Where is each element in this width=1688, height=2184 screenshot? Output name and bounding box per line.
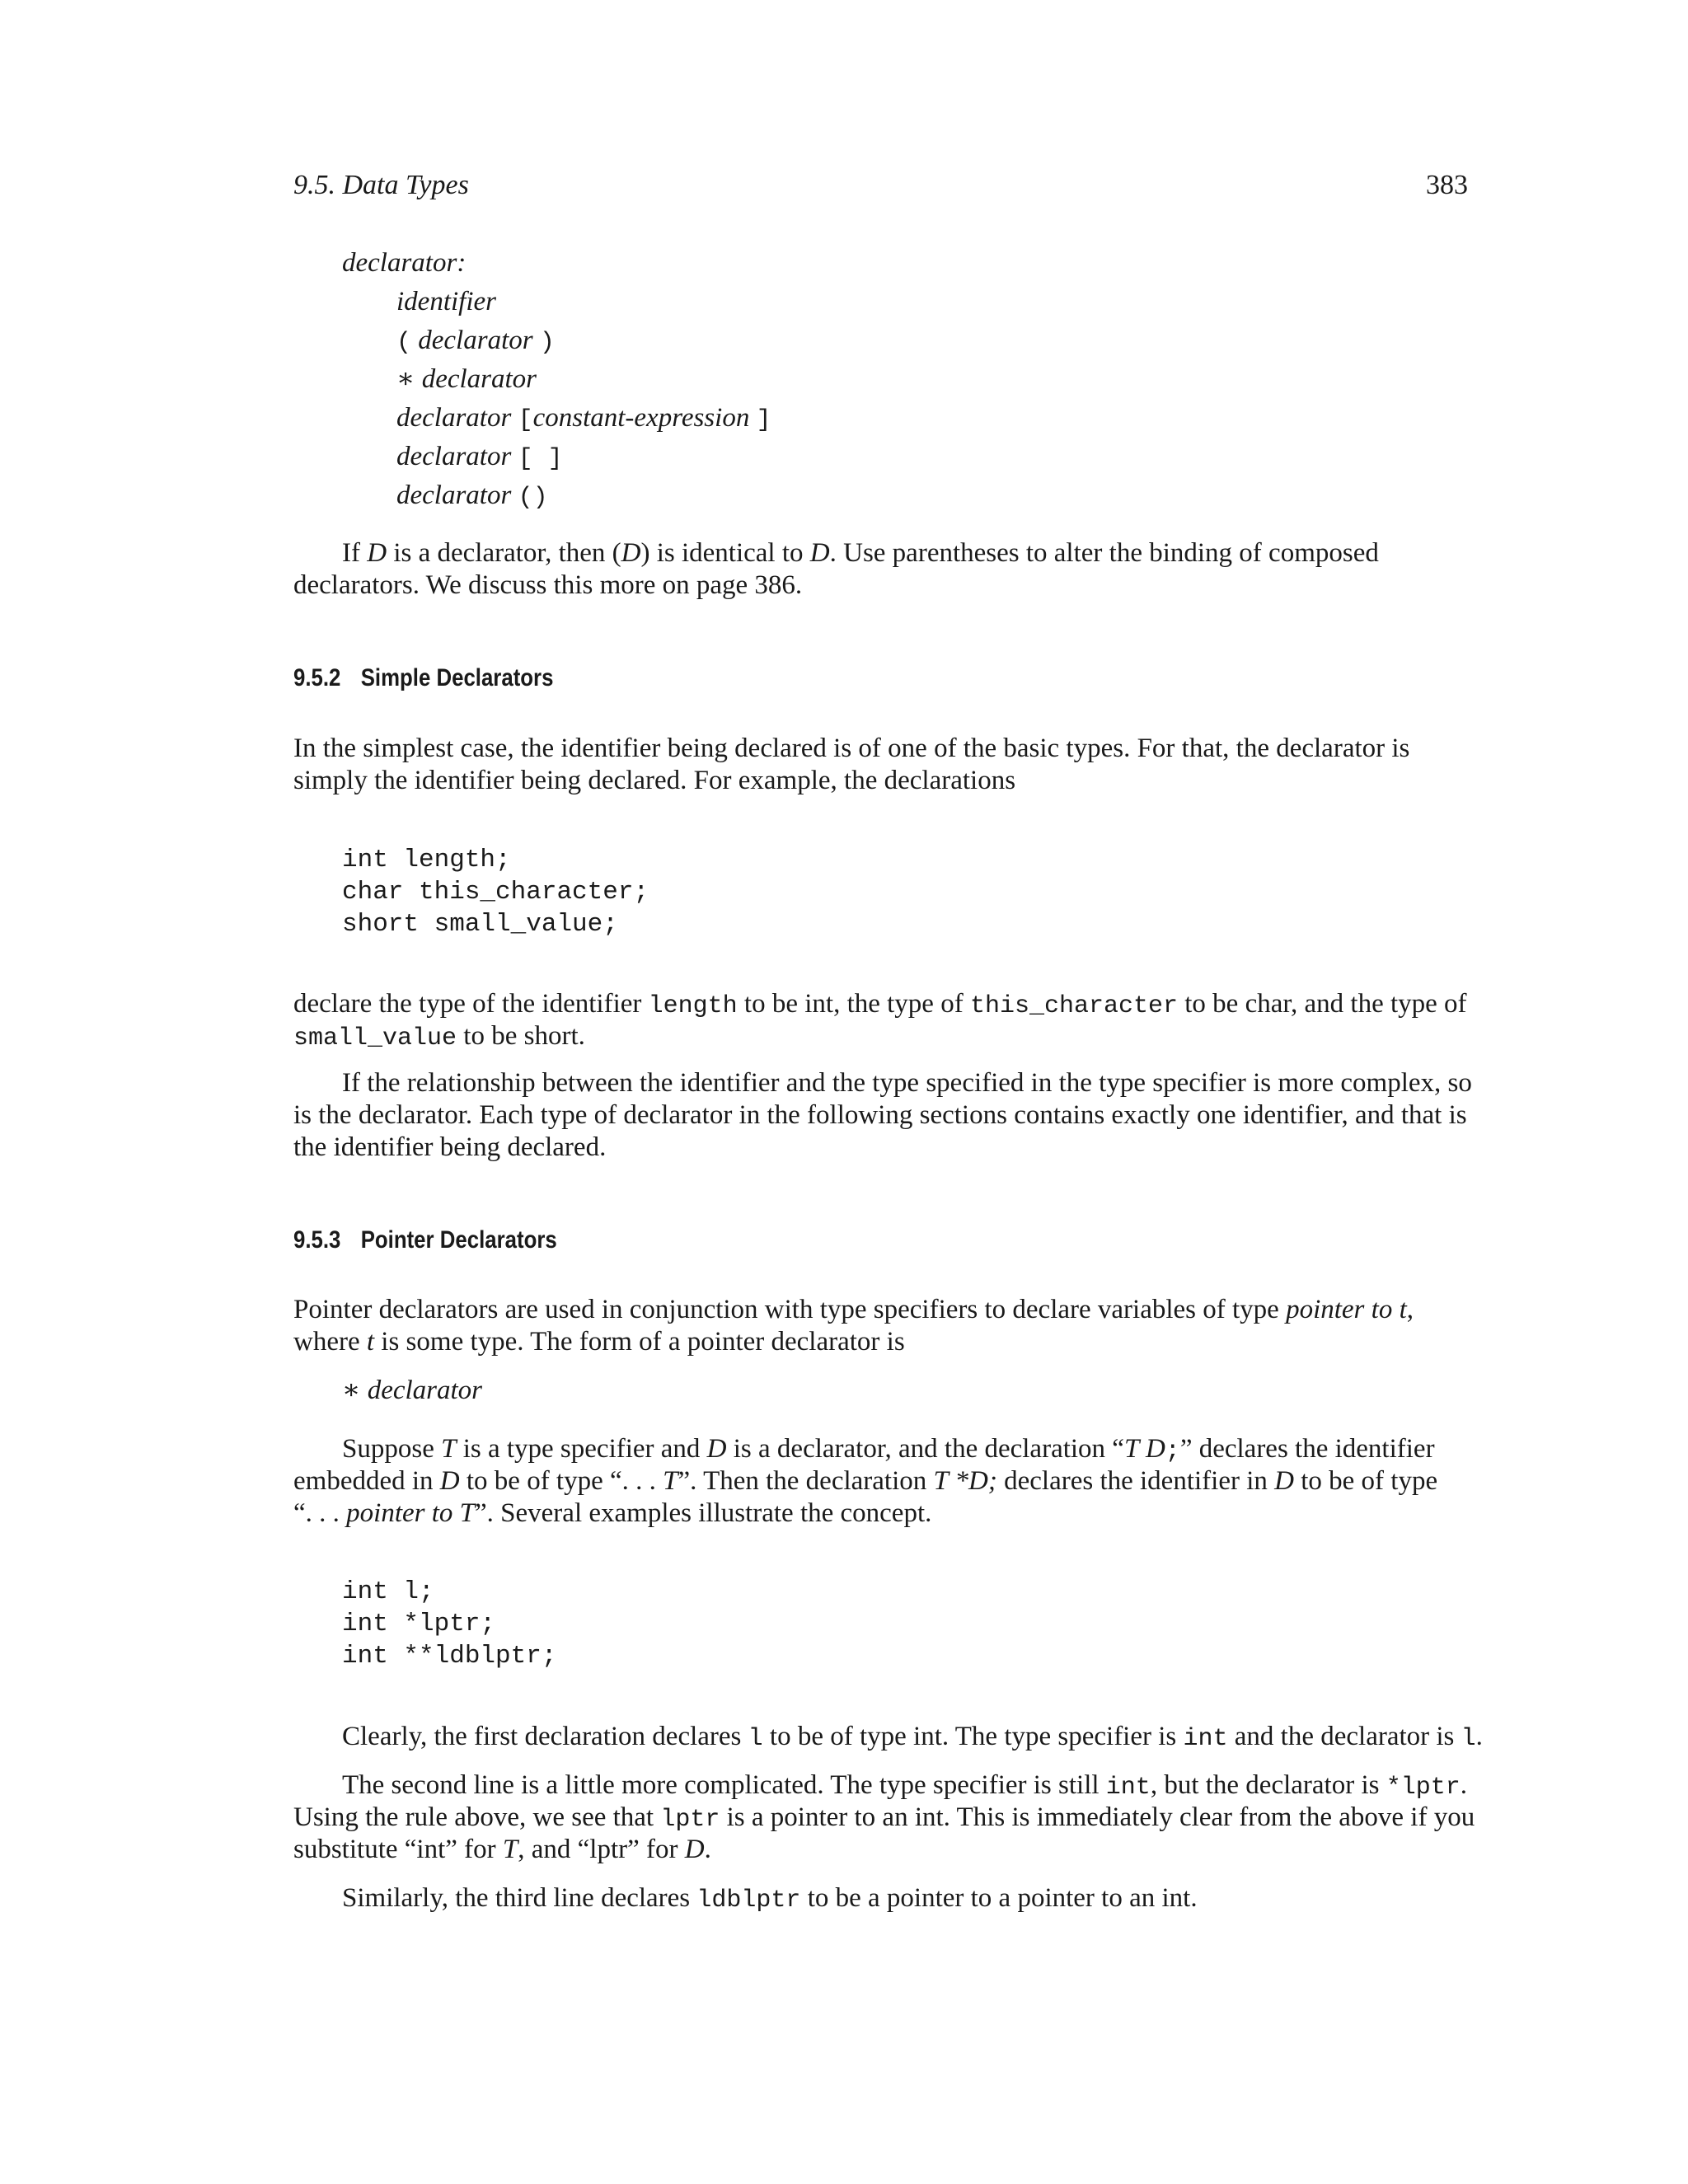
code-line: short small_value; xyxy=(342,910,618,939)
paragraph-pointer-intro-line-2: where t is some type. The form of a pointer declarator is xyxy=(293,1327,905,1357)
code-line: int length; xyxy=(342,846,511,874)
paragraph-relationship-line-3: the identifier being declared. xyxy=(293,1132,607,1162)
paragraph-relationship-line-2: is the declarator. Each type of declarator in the following sections contains exactly one identifier, and that is xyxy=(293,1100,1467,1130)
grammar-rule-pointer-declarator: ∗ declarator xyxy=(396,364,537,394)
paragraph-second-line-2: Using the rule above, we see that lptr is a pointer to an int. This is immediately clear from the above if you xyxy=(293,1802,1475,1834)
code-line: int l; xyxy=(342,1577,434,1606)
section-heading-simple-declarators: 9.5.2 Simple Declarators xyxy=(293,664,554,691)
paragraph-clearly: Clearly, the first declaration declares l to be of type int. The type specifier is int and the declarator is l. xyxy=(342,1722,1483,1753)
paragraph-suppose-line-1: Suppose T is a type specifier and D is a declarator, and the declaration “T D;” declares the identifier xyxy=(342,1434,1435,1465)
paragraph-second-line-1: The second line is a little more complicated. The type specifier is still int, but the declarator is *lptr. xyxy=(342,1770,1467,1802)
paragraph-second-line-3: substitute “int” for T, and “lptr” for D. xyxy=(293,1835,711,1864)
grammar-title: declarator: xyxy=(342,248,467,278)
paragraph-parentheses-line-2: declarators. We discuss this more on page 386. xyxy=(293,570,803,600)
paragraph-suppose-line-2: embedded in D to be of type “. . . T”. Then the declaration T *D; declares the identifier in D to be of type xyxy=(293,1466,1438,1496)
grammar-rule-empty-array-declarator: declarator [ ] xyxy=(396,442,563,473)
pointer-declarator-form: ∗ declarator xyxy=(342,1376,483,1405)
paragraph-pointer-intro-line-1: Pointer declarators are used in conjunction with type specifiers to declare variables of type pointer to t, xyxy=(293,1295,1414,1324)
paragraph-declare-types-line-1: declare the type of the identifier length to be int, the type of this_character to be char, and the type of xyxy=(293,989,1467,1020)
grammar-rule-paren-declarator: ( declarator ) xyxy=(396,326,555,357)
running-header-section: 9.5. Data Types xyxy=(293,170,469,200)
paragraph-declare-types-line-2: small_value to be short. xyxy=(293,1021,585,1052)
grammar-rule-array-declarator: declarator [constant-expression ] xyxy=(396,403,771,434)
code-line: int **ldblptr; xyxy=(342,1642,557,1671)
section-heading-pointer-declarators: 9.5.3 Pointer Declarators xyxy=(293,1226,557,1254)
paragraph-suppose-line-3: “. . . pointer to T”. Several examples illustrate the concept. xyxy=(293,1498,932,1528)
code-line: int *lptr; xyxy=(342,1610,496,1638)
code-line: char this_character; xyxy=(342,878,649,907)
paragraph-similarly: Similarly, the third line declares ldblptr to be a pointer to a pointer to an int. xyxy=(342,1883,1198,1915)
paragraph-simple-line-1: In the simplest case, the identifier being declared is of one of the basic types. For that, the declarator is xyxy=(293,733,1410,763)
paragraph-simple-line-2: simply the identifier being declared. For example, the declarations xyxy=(293,766,1016,795)
grammar-rule-function-declarator: declarator () xyxy=(396,480,548,512)
grammar-rule-identifier: identifier xyxy=(396,287,496,316)
paragraph-relationship-line-1: If the relationship between the identifier and the type specified in the type specifier is more complex, so xyxy=(342,1068,1472,1098)
paragraph-parentheses-line-1: If D is a declarator, then (D) is identical to D. Use parentheses to alter the binding of composed xyxy=(342,538,1379,568)
page-number: 383 xyxy=(1426,170,1468,200)
